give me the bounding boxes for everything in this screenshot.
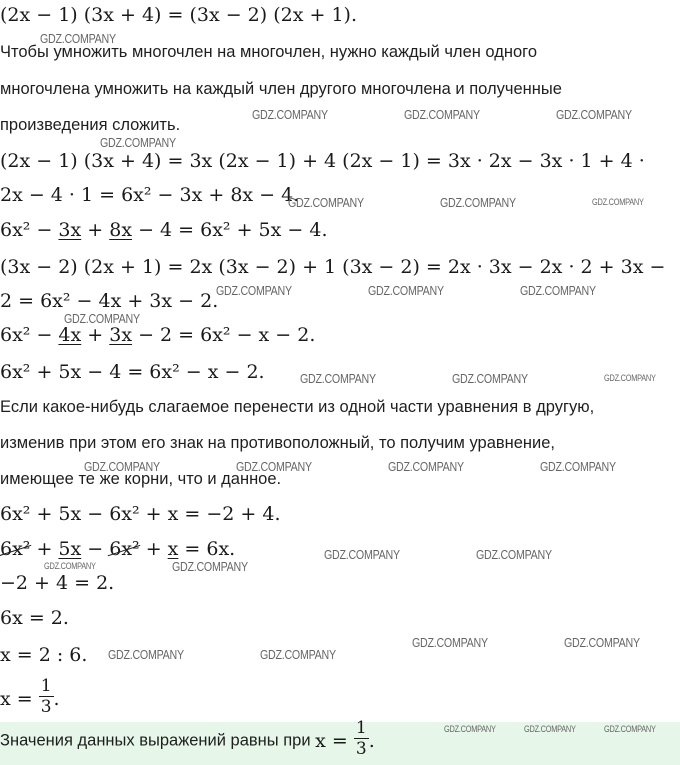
answer-fraction: $\frac{1}{3}$ (355, 718, 367, 759)
watermark: GDZ.COMPANY (260, 647, 336, 662)
math-line-11: 6x = 2. (0, 607, 69, 629)
fraction-one-third: $\frac{1}{3}$ (40, 676, 52, 717)
watermark: GDZ.COMPANY (404, 107, 480, 122)
watermark: GDZ.COMPANY (592, 197, 644, 207)
watermark: GDZ.COMPANY (564, 635, 640, 650)
watermark: GDZ.COMPANY (540, 459, 616, 474)
rule-text-1: Чтобы умножить многочлен на многочлен, нужно каждый член одного (0, 43, 537, 61)
watermark: GDZ.COMPANY (172, 559, 248, 574)
math-line-10: −2 + 4 = 2. (0, 572, 115, 594)
math-line-12: x = 2 : 6. (0, 644, 88, 666)
math-line-13: x = $\frac{1}{3}$ . (0, 676, 60, 717)
watermark: GDZ.COMPANY (100, 135, 176, 150)
math-line-3: 6x² − 3x + 8x − 4 = 6x² + 5x − 4. (0, 219, 328, 241)
watermark: GDZ.COMPANY (412, 635, 488, 650)
math-line-6: 6x² − 4x + 3x − 2 = 6x² − x − 2. (0, 324, 316, 346)
watermark: GDZ.COMPANY (44, 561, 96, 571)
math-line-7: 6x² + 5x − 4 = 6x² − x − 2. (0, 361, 265, 383)
watermark: GDZ.COMPANY (476, 547, 552, 562)
watermark: GDZ.COMPANY (40, 31, 116, 46)
watermark: GDZ.COMPANY (452, 371, 528, 386)
watermark: GDZ.COMPANY (440, 195, 516, 210)
watermark: GDZ.COMPANY (604, 373, 656, 383)
watermark: GDZ.COMPANY (524, 724, 576, 734)
rule-text-4: Если какое-нибудь слагаемое перенести из одной части уравнения в другую, (0, 398, 595, 416)
watermark: GDZ.COMPANY (300, 371, 376, 386)
watermark: GDZ.COMPANY (108, 647, 184, 662)
rule-text-2: многочлена умножить на каждый член другого многочлена и полученные (0, 80, 562, 98)
rule-text-5: изменив при этом его знак на противоположный, то получим уравнение, (0, 434, 556, 452)
watermark: GDZ.COMPANY (64, 311, 140, 326)
watermark: GDZ.COMPANY (324, 547, 400, 562)
rule-text-6: имеющее те же корни, что и данное. (0, 470, 282, 488)
watermark: GDZ.COMPANY (520, 283, 596, 298)
watermark: GDZ.COMPANY (84, 459, 160, 474)
watermark: GDZ.COMPANY (556, 107, 632, 122)
watermark: GDZ.COMPANY (604, 724, 656, 734)
watermark: GDZ.COMPANY (236, 459, 312, 474)
math-line-4: (3x − 2) (2x + 1) = 2x (3x − 2) + 1 (3x − 2) = 2x · 3x − 2x · 2 + 3x − (0, 256, 666, 278)
math-line-2: 2x − 4 · 1 = 6x² − 3x + 8x − 4. (0, 184, 300, 206)
watermark: GDZ.COMPANY (216, 283, 292, 298)
watermark: GDZ.COMPANY (388, 459, 464, 474)
watermark: GDZ.COMPANY (288, 195, 364, 210)
watermark: GDZ.COMPANY (368, 283, 444, 298)
equation-line-1: (2x − 1) (3x + 4) = (3x − 2) (2x + 1). (0, 4, 357, 26)
math-line-5: 2 = 6x² − 4x + 3x − 2. (0, 290, 219, 312)
math-line-1: (2x − 1) (3x + 4) = 3x (2x − 1) + 4 (2x − 1) = 3x · 2x − 3x · 1 + 4 · (0, 150, 645, 172)
watermark: GDZ.COMPANY (252, 107, 328, 122)
rule-text-3: произведения сложить. (0, 116, 181, 134)
watermark: GDZ.COMPANY (444, 724, 496, 734)
answer-line: Значения данных выражений равны при x = $\frac{1}{3}$ . (0, 718, 375, 759)
math-line-8: 6x² + 5x − 6x² + x = −2 + 4. (0, 503, 281, 525)
math-line-9: 6x² + 5x − 6x² + x = 6x. (0, 538, 236, 560)
